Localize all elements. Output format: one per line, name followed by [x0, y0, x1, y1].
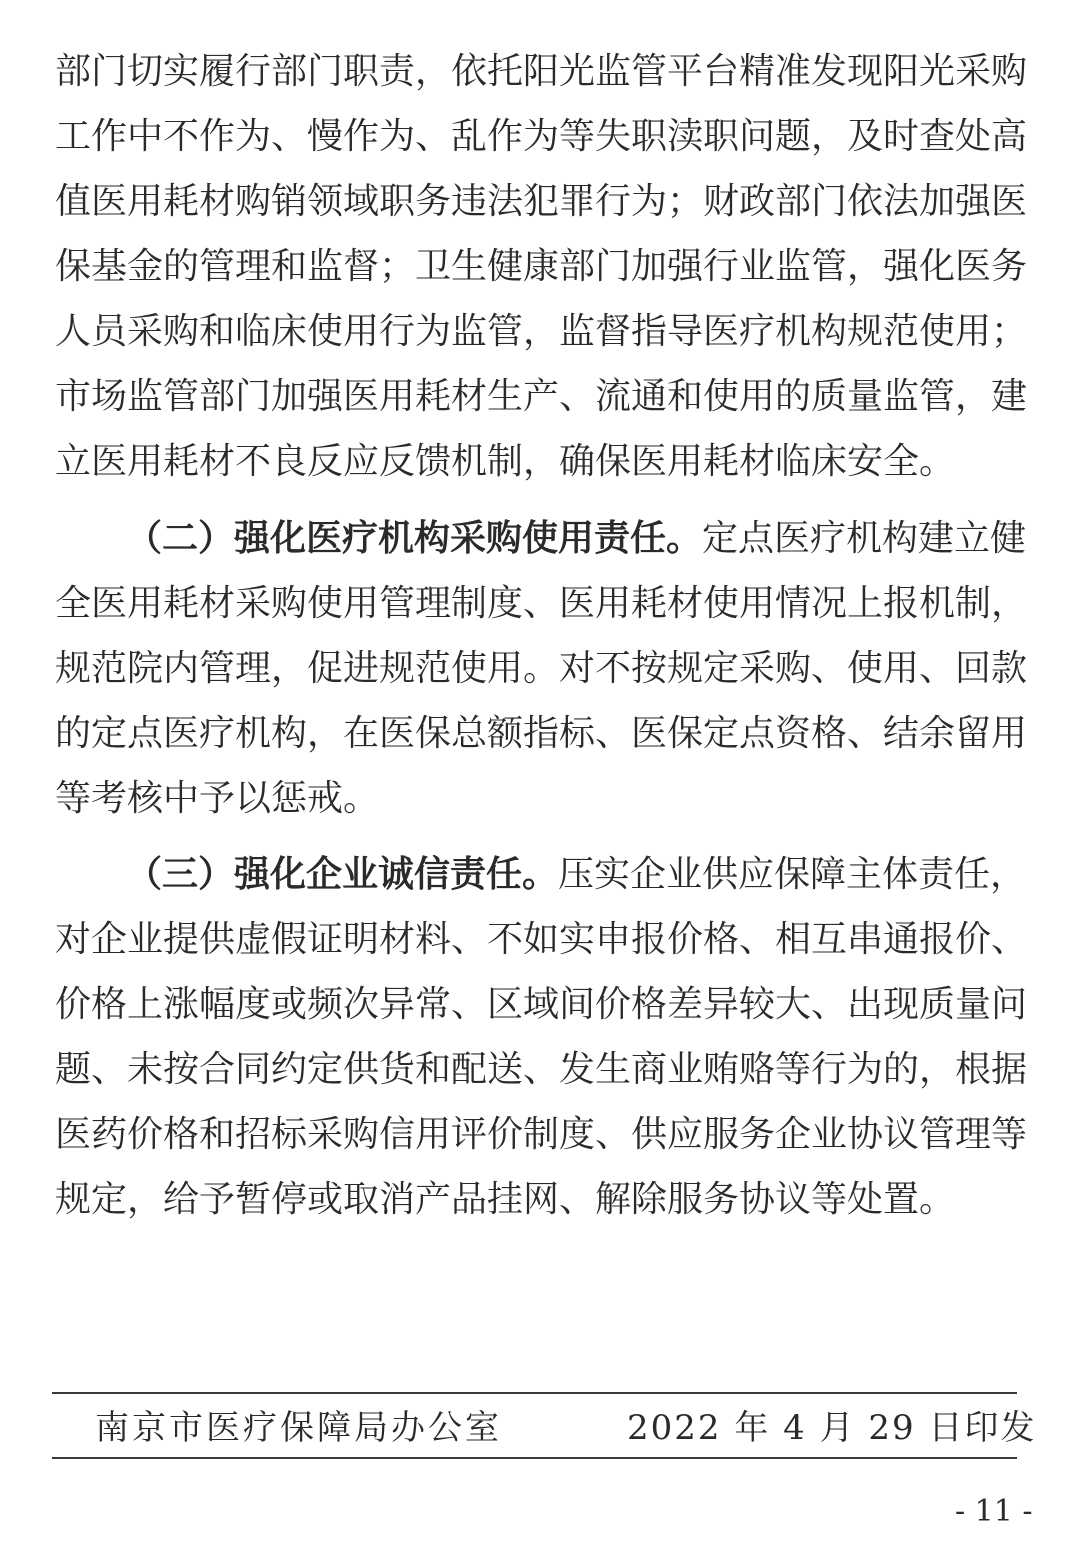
body-line: 题、未按合同约定供货和配送、发生商业贿赂等行为的，根据 — [55, 1049, 1028, 1090]
section-3-first-line-text: 压实企业供应保障主体责任， — [558, 854, 1027, 895]
page-number: - 11 - — [955, 1494, 1033, 1529]
body-line: 值医用耗材购销领域职务违法犯罪行为；财政部门依法加强医 — [55, 181, 1028, 222]
footer-bottom-rule — [52, 1457, 1017, 1459]
footer-date: 2022 年 4 月 29 日印发 — [627, 1408, 1037, 1448]
section-2-heading: （二）强化医疗机构采购使用责任。 — [126, 518, 703, 559]
body-line: 规定，给予暂停或取消产品挂网、解除服务协议等处置。 — [55, 1179, 956, 1220]
section-2-first-line-text: 定点医疗机构建立健 — [702, 518, 1027, 559]
body-line: 工作中不作为、慢作为、乱作为等失职渎职问题，及时查处高 — [55, 116, 1028, 157]
section-3-heading: （三）强化企业诚信责任。 — [126, 854, 559, 895]
body-line: 保基金的管理和监督；卫生健康部门加强行业监管，强化医务 — [55, 246, 1028, 287]
body-line: 等考核中予以惩戒。 — [55, 778, 380, 819]
body-line: 的定点医疗机构，在医保总额指标、医保定点资格、结余留用 — [55, 713, 1028, 754]
footer-top-rule — [52, 1392, 1017, 1394]
body-line: 对企业提供虚假证明材料、不如实申报价格、相互串通报价、 — [55, 919, 1028, 960]
body-line: 价格上涨幅度或频次异常、区域间价格差异较大、出现质量问 — [55, 984, 1028, 1025]
section-3-first-line — [126, 845, 1027, 905]
footer-issuer: 南京市医疗保障局办公室 — [95, 1408, 502, 1448]
body-line: 市场监管部门加强医用耗材生产、流通和使用的质量监管，建 — [55, 376, 1028, 417]
body-line: 医药价格和招标采购信用评价制度、供应服务企业协议管理等 — [55, 1114, 1028, 1155]
body-line: 全医用耗材采购使用管理制度、医用耗材使用情况上报机制， — [55, 583, 1028, 624]
body-line: 规范院内管理，促进规范使用。对不按规定采购、使用、回款 — [55, 648, 1028, 689]
body-line: 人员采购和临床使用行为监管，监督指导医疗机构规范使用； — [55, 311, 1028, 352]
body-line: 部门切实履行部门职责，依托阳光监管平台精准发现阳光采购 — [55, 51, 1028, 92]
body-line: 立医用耗材不良反应反馈机制，确保医用耗材临床安全。 — [55, 441, 956, 482]
section-2-first-line — [126, 509, 1027, 569]
